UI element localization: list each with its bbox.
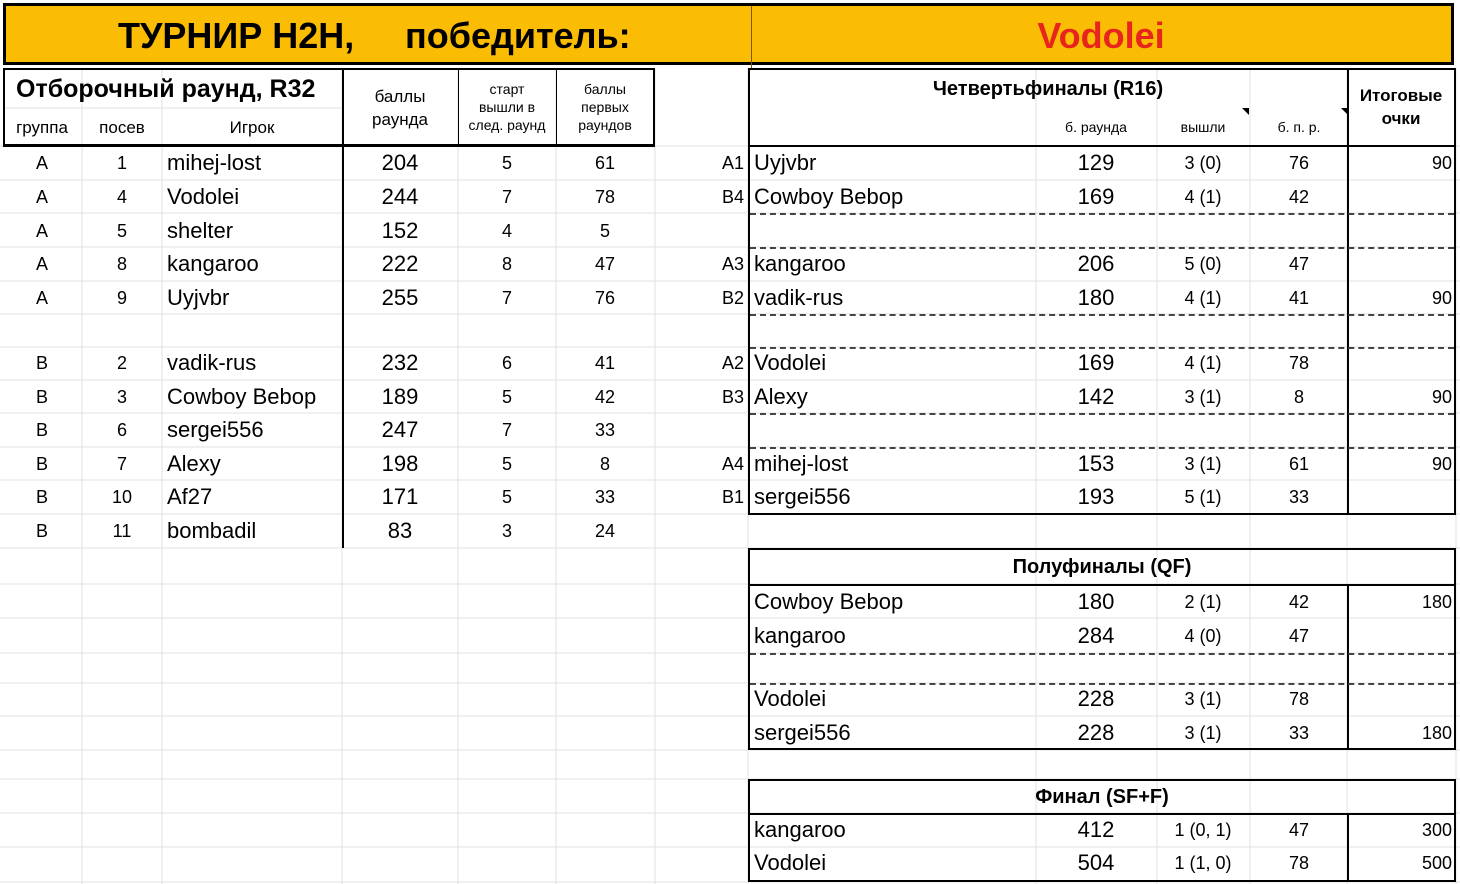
prev-points-cell: 78: [1288, 353, 1310, 373]
col-advanced-header: вышли: [1180, 119, 1226, 135]
total-points-cell: 180: [1421, 723, 1452, 743]
round-points-cell: 206: [1077, 251, 1115, 276]
first-rounds-cell: 78: [594, 187, 616, 207]
match-tag: B3: [721, 387, 744, 407]
player-cell: Alexy: [167, 451, 221, 476]
points-cell: 198: [381, 451, 419, 476]
total-points-header-2: очки: [1381, 109, 1421, 128]
dashed-separator: [750, 347, 1454, 349]
advanced-cell: 4 (1): [1184, 353, 1222, 373]
match-tag: A2: [721, 353, 744, 373]
points-cell: 152: [381, 218, 419, 243]
player-cell: sergei556: [167, 417, 264, 442]
total-points-cell: 300: [1421, 820, 1452, 840]
total-points-header-1: Итоговые: [1359, 86, 1443, 105]
player-cell: Cowboy Bebop: [754, 589, 904, 614]
advanced-cell: 4: [501, 221, 513, 241]
qualifying-title: Отборочный раунд, R32: [16, 75, 316, 103]
total-points-cell: 90: [1431, 288, 1452, 308]
points-cell: 247: [381, 417, 419, 442]
player-cell: bombadil: [167, 518, 257, 543]
points-cell: 204: [381, 150, 419, 175]
prev-points-cell: 47: [1288, 626, 1310, 646]
semifinals-header-rule: [748, 584, 1456, 586]
first-rounds-cell: 24: [594, 521, 616, 541]
group-cell: B: [35, 454, 49, 474]
first-rounds-cell: 33: [594, 487, 616, 507]
round-points-cell: 153: [1077, 451, 1115, 476]
final-title: Финал (SF+F): [1035, 786, 1169, 808]
semifinals-title: Полуфиналы (QF): [1012, 556, 1192, 578]
qualifying-divider-points: [342, 68, 344, 548]
dashed-separator: [750, 314, 1454, 316]
seed-cell: 2: [116, 353, 128, 373]
note-marker: [1341, 108, 1348, 115]
dashed-separator: [750, 447, 1454, 449]
col-group-header: группа: [16, 118, 68, 137]
seed-cell: 11: [112, 521, 132, 541]
first-rounds-cell: 47: [594, 254, 616, 274]
prev-points-cell: 78: [1288, 853, 1310, 873]
prev-points-cell: 42: [1288, 592, 1310, 612]
match-tag: B1: [721, 487, 744, 507]
prev-points-cell: 47: [1288, 820, 1310, 840]
prev-points-cell: 41: [1288, 288, 1310, 308]
col-round-points-header: б. раунда: [1065, 119, 1127, 135]
advanced-cell: 3 (1): [1184, 387, 1222, 407]
seed-cell: 9: [116, 288, 128, 308]
col-points-header-2: раунда: [372, 110, 428, 129]
total-points-cell: 90: [1431, 387, 1452, 407]
advanced-cell: 4 (1): [1184, 288, 1222, 308]
note-marker: [1242, 108, 1249, 115]
player-cell: kangaroo: [167, 251, 259, 276]
winner-label: победитель:: [405, 15, 631, 56]
col-points-header-1: баллы: [374, 87, 426, 106]
first-rounds-cell: 8: [599, 454, 611, 474]
quarterfinals-header-rule: [748, 145, 1456, 147]
match-tag: B4: [721, 187, 744, 207]
advanced-cell: 5: [501, 454, 513, 474]
player-cell: mihej-lost: [754, 451, 849, 476]
advanced-cell: 5: [501, 153, 513, 173]
total-points-cell: 90: [1431, 454, 1452, 474]
advanced-cell: 3 (1): [1184, 454, 1222, 474]
player-cell: vadik-rus: [754, 285, 844, 310]
points-cell: 244: [381, 184, 419, 209]
col-advanced-header-3: след. раунд: [468, 117, 546, 133]
seed-cell: 7: [116, 454, 128, 474]
col-player-header: Игрок: [229, 118, 275, 137]
group-cell: B: [35, 521, 49, 541]
player-cell: kangaroo: [754, 251, 846, 276]
advanced-cell: 1 (0, 1): [1174, 820, 1232, 840]
match-tag: A3: [721, 254, 744, 274]
advanced-cell: 4 (1): [1184, 187, 1222, 207]
round-points-cell: 284: [1077, 623, 1115, 648]
points-cell: 189: [381, 384, 419, 409]
player-cell: Alexy: [754, 384, 808, 409]
player-cell: Af27: [167, 484, 213, 509]
player-cell: kangaroo: [754, 623, 846, 648]
seed-cell: 3: [116, 387, 128, 407]
first-rounds-cell: 42: [594, 387, 616, 407]
qualifying-divider-first: [556, 68, 557, 146]
player-cell: Vodolei: [167, 184, 240, 209]
group-cell: B: [35, 353, 49, 373]
advanced-cell: 2 (1): [1184, 592, 1222, 612]
round-points-cell: 169: [1077, 184, 1115, 209]
col-first-header-1: баллы: [584, 81, 626, 97]
col-first-header-2: первых: [581, 99, 629, 115]
points-cell: 222: [381, 251, 419, 276]
advanced-cell: 3: [501, 521, 513, 541]
group-cell: A: [35, 288, 49, 308]
round-points-cell: 169: [1077, 350, 1115, 375]
advanced-cell: 3 (1): [1184, 689, 1222, 709]
advanced-cell: 8: [501, 254, 513, 274]
quarterfinals-title: Четвертьфиналы (R16): [932, 78, 1164, 100]
prev-points-cell: 47: [1288, 254, 1310, 274]
col-advanced-header-2: вышли в: [478, 99, 536, 115]
match-tag: A4: [721, 454, 744, 474]
advanced-cell: 3 (1): [1184, 723, 1222, 743]
winner-name: Vodolei: [1037, 15, 1165, 56]
player-cell: sergei556: [754, 484, 851, 509]
round-points-cell: 180: [1077, 285, 1115, 310]
dashed-separator: [750, 247, 1454, 249]
player-cell: Uyjvbr: [167, 285, 230, 310]
round-points-cell: 504: [1077, 850, 1115, 875]
player-cell: vadik-rus: [167, 350, 257, 375]
player-cell: Vodolei: [754, 350, 827, 375]
first-rounds-cell: 33: [594, 420, 616, 440]
first-rounds-cell: 5: [599, 221, 611, 241]
prev-points-cell: 8: [1293, 387, 1305, 407]
tournament-title: ТУРНИР H2H,: [118, 15, 355, 56]
group-cell: A: [35, 254, 49, 274]
round-points-cell: 142: [1077, 384, 1115, 409]
final-header-rule: [748, 813, 1456, 815]
round-points-cell: 180: [1077, 589, 1115, 614]
player-cell: Vodolei: [754, 686, 827, 711]
col-first-header-3: раундов: [578, 117, 632, 133]
banner-divider: [751, 6, 752, 68]
advanced-cell: 5 (0): [1184, 254, 1222, 274]
match-tag: B2: [721, 288, 744, 308]
seed-cell: 4: [116, 187, 128, 207]
dashed-separator: [750, 413, 1454, 415]
player-cell: Cowboy Bebop: [167, 384, 317, 409]
prev-points-cell: 61: [1288, 454, 1310, 474]
player-cell: mihej-lost: [167, 150, 262, 175]
prev-points-cell: 33: [1288, 723, 1310, 743]
group-cell: B: [35, 420, 49, 440]
seed-cell: 5: [116, 221, 128, 241]
dashed-separator: [750, 213, 1454, 215]
group-cell: B: [35, 487, 49, 507]
round-points-cell: 193: [1077, 484, 1115, 509]
total-points-cell: 180: [1421, 592, 1452, 612]
semifinals-total-divider: [1347, 584, 1349, 750]
prev-points-cell: 76: [1288, 153, 1310, 173]
player-cell: kangaroo: [754, 817, 846, 842]
seed-cell: 1: [116, 153, 128, 173]
group-cell: A: [35, 221, 49, 241]
points-cell: 83: [387, 518, 413, 543]
player-cell: shelter: [167, 218, 234, 243]
player-cell: sergei556: [754, 720, 851, 745]
points-cell: 255: [381, 285, 419, 310]
prev-points-cell: 33: [1288, 487, 1310, 507]
round-points-cell: 412: [1077, 817, 1115, 842]
prev-points-cell: 78: [1288, 689, 1310, 709]
first-rounds-cell: 41: [594, 353, 616, 373]
advanced-cell: 5: [501, 487, 513, 507]
advanced-cell: 4 (0): [1184, 626, 1222, 646]
match-tag: A1: [721, 153, 744, 173]
advanced-cell: 7: [501, 420, 513, 440]
advanced-cell: 5: [501, 387, 513, 407]
seed-cell: 6: [116, 420, 128, 440]
round-points-cell: 228: [1077, 720, 1115, 745]
points-cell: 171: [381, 484, 419, 509]
total-points-cell: 500: [1421, 853, 1452, 873]
group-cell: A: [35, 187, 49, 207]
advanced-cell: 3 (0): [1184, 153, 1222, 173]
points-cell: 232: [381, 350, 419, 375]
first-rounds-cell: 61: [594, 153, 616, 173]
seed-cell: 10: [111, 487, 133, 507]
player-cell: Vodolei: [754, 850, 827, 875]
prev-points-cell: 42: [1288, 187, 1310, 207]
col-prev-points-header: б. п. р.: [1277, 119, 1321, 135]
player-cell: Uyjvbr: [754, 150, 817, 175]
advanced-cell: 5 (1): [1184, 487, 1222, 507]
qualifying-divider-advanced: [458, 68, 459, 146]
first-rounds-cell: 76: [594, 288, 616, 308]
seed-cell: 8: [116, 254, 128, 274]
advanced-cell: 7: [501, 187, 513, 207]
advanced-cell: 1 (1, 0): [1174, 853, 1232, 873]
advanced-cell: 6: [501, 353, 513, 373]
round-points-cell: 129: [1077, 150, 1115, 175]
dashed-separator: [750, 683, 1454, 685]
dashed-separator: [750, 653, 1454, 655]
final-total-divider: [1347, 813, 1349, 882]
total-points-cell: 90: [1431, 153, 1452, 173]
col-seed-header: посев: [99, 118, 145, 137]
advanced-cell: 7: [501, 288, 513, 308]
col-advanced-header-1: старт: [489, 81, 525, 97]
group-cell: B: [35, 387, 49, 407]
group-cell: A: [35, 153, 49, 173]
round-points-cell: 228: [1077, 686, 1115, 711]
player-cell: Cowboy Bebop: [754, 184, 904, 209]
